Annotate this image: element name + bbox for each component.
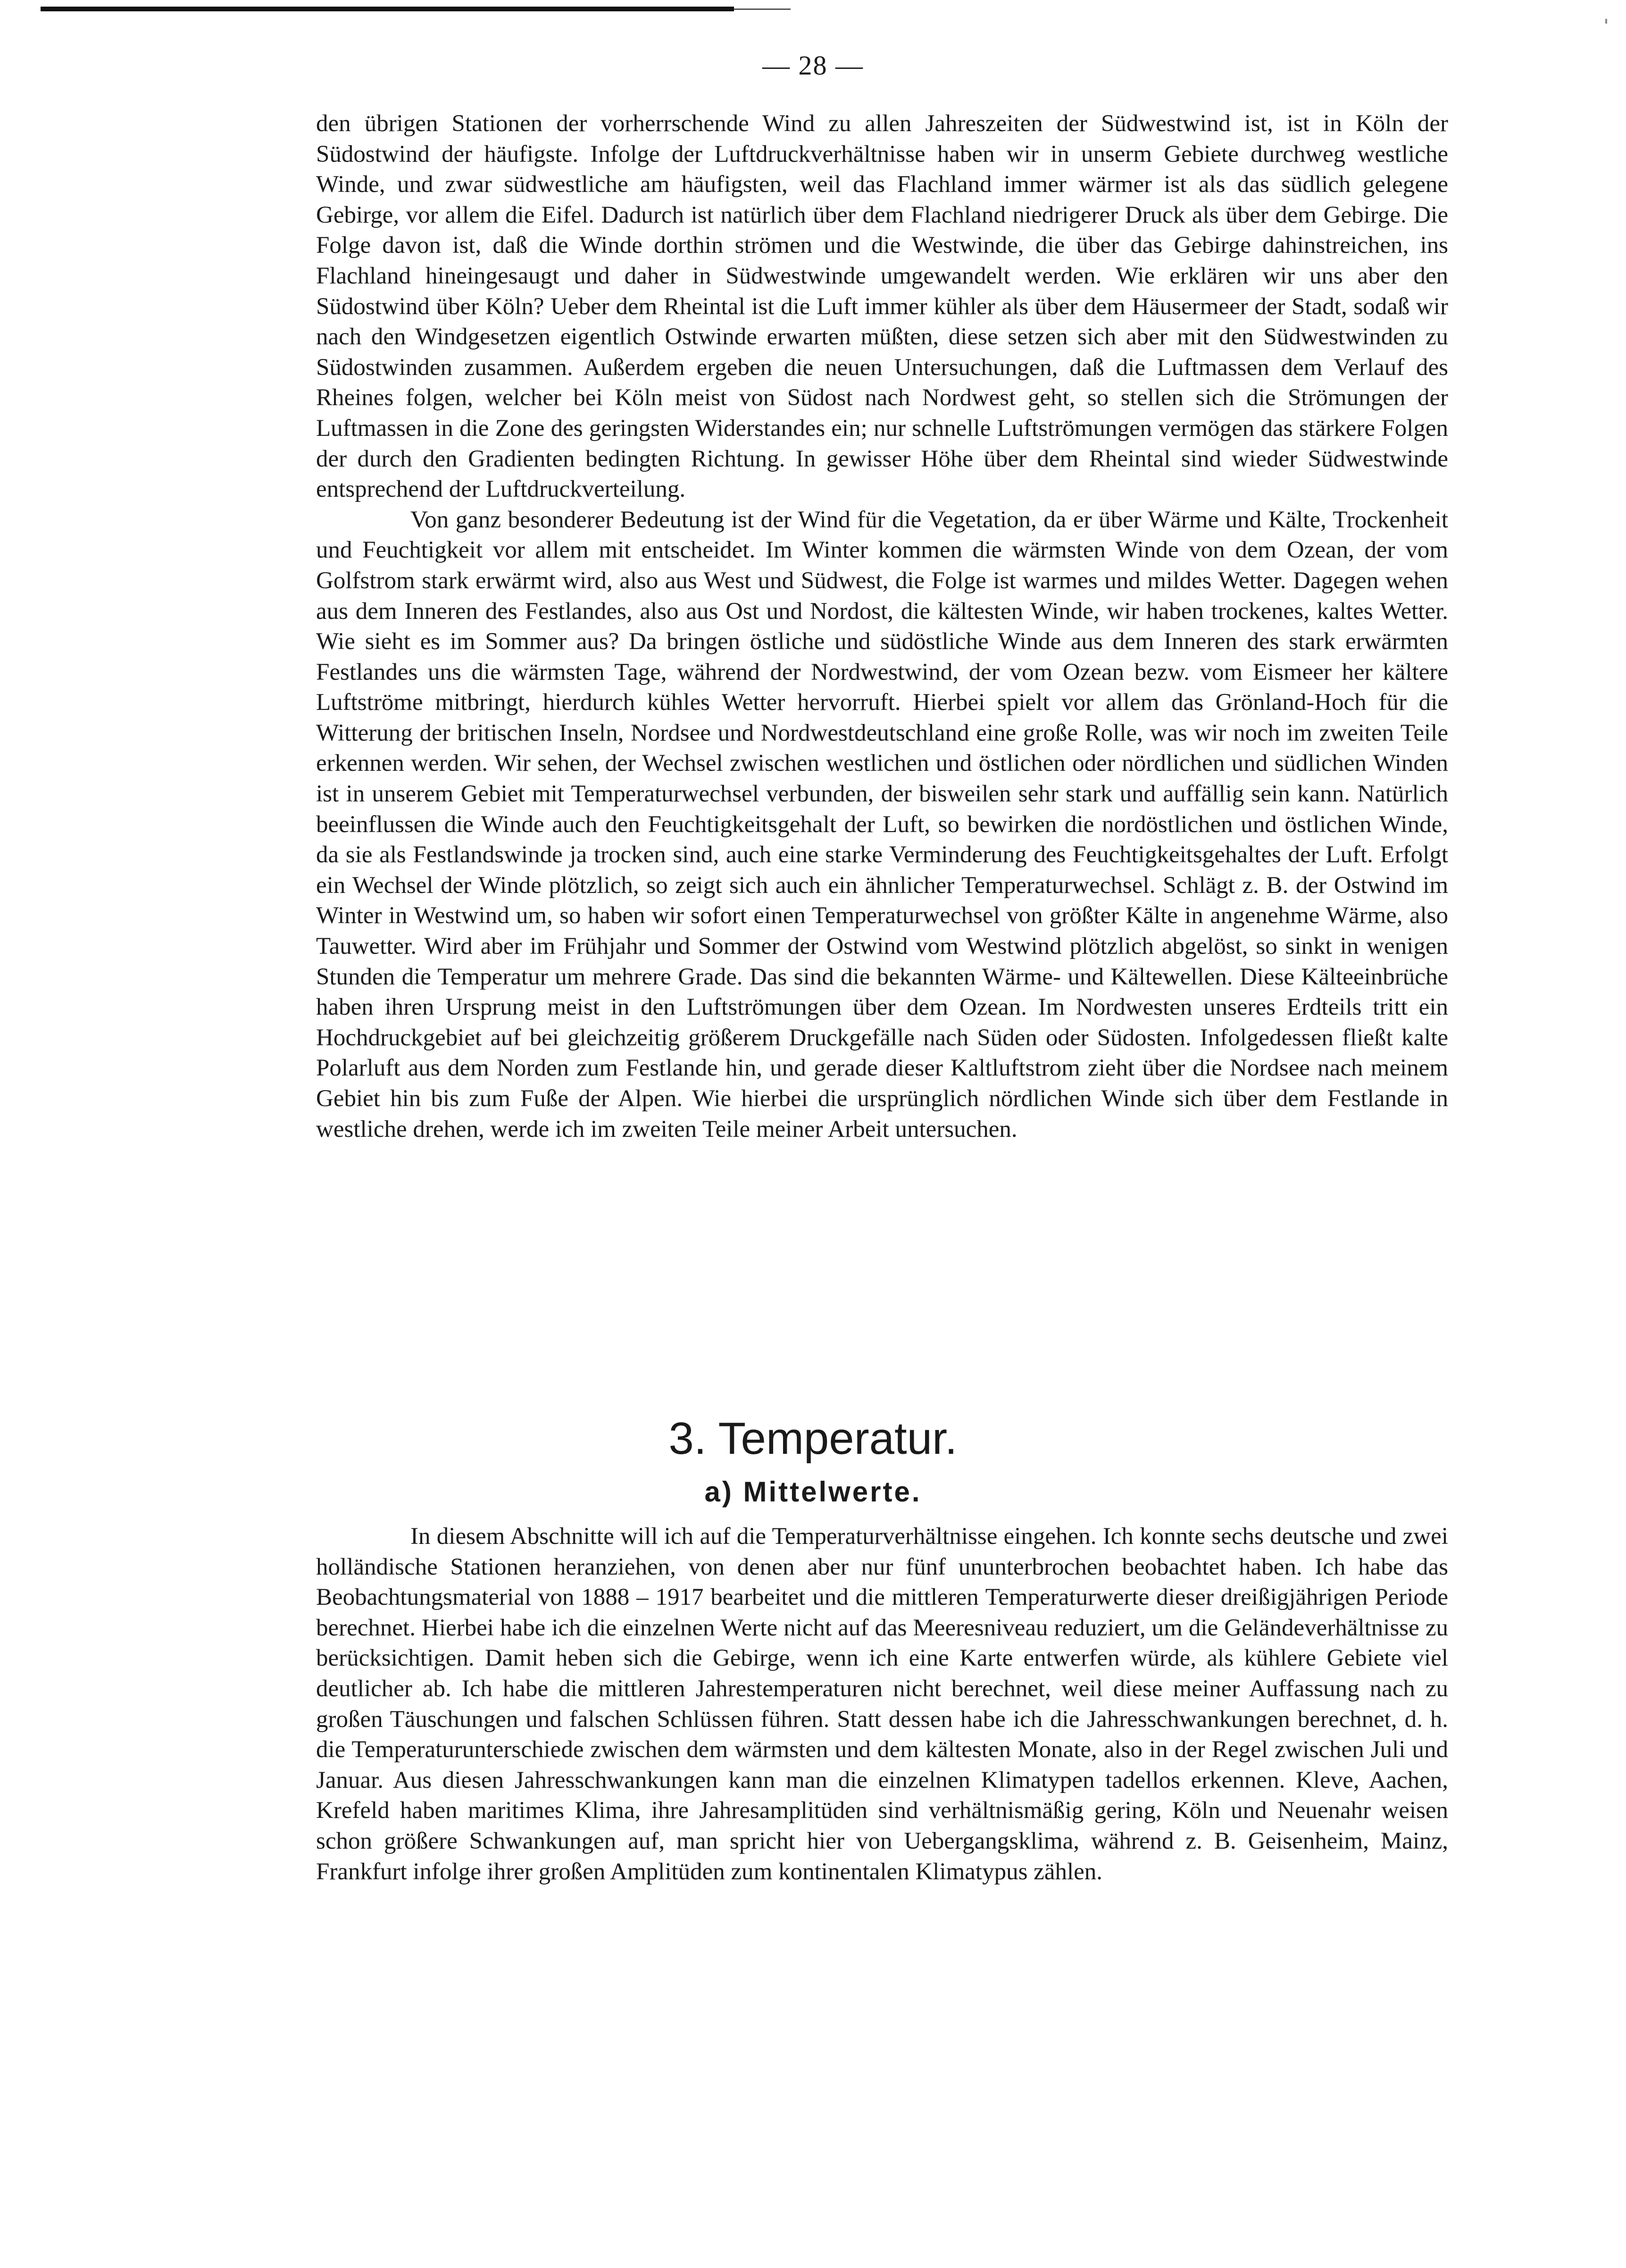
section-subtitle: a) Mittelwerte. [704,1476,922,1508]
paragraph-wind-continued: den übrigen Stationen der vorherrschende Wind zu allen Jahreszeiten der Südwestwind ist, ist in Köln der Südostwind der häufigste. Infolge der Luftdruckverhältnisse haben wir in unserm Gebiete durchweg westliche Winde, und zwar südwestliche am häufigsten, weil das Flachland immer wärmer ist als das südlich gelegene Gebirge, vor allem die Eifel. Dadurch ist natürlich über dem Flachland niedrigerer Druck als über dem Gebirge. Die Folge davon ist, daß die Winde dorthin strömen und die Westwinde, die über das Gebirge dahinstreichen, ins Flachland hineingesaugt und daher in Südwestwinde umgewandelt werden. Wie erklären wir uns aber den Südostwind über Köln? Ueber dem Rheintal ist die Luft immer kühler als über dem Häusermeer der Stadt, sodaß wir nach den Windgesetzen eigentlich Ostwinde erwarten müßten, diese setzen sich aber mit den Südwestwinden zu Südostwinden zusammen. Außerdem ergeben die neuen Untersuchungen, daß die Luftmassen dem Verlauf des Rheines folgen, welcher bei Köln meist von Südost nach Nordwest geht, so stellen sich die Strömungen der Luftmassen in die Zone des geringsten Widerstandes ein; nur schnelle Luftströmungen vermögen das stärkere Folgen der durch den Gradienten bedingten Richtung. In gewisser Höhe über dem Rheintal sind wieder Südwestwinde entsprechend der Luftdruckverteilung. [316,110,1448,503]
scan-edge-bar [41,7,734,11]
scan-speck [1605,19,1607,24]
paragraph-temperature-means: In diesem Abschnitte will ich auf die Temperaturverhältnisse eingehen. Ich konnte sechs deutsche und zwei holländische Stationen heranziehen, von denen aber nur fünf ununterbrochen beobachtet haben. Ich habe das Beobachtungsmaterial von 1888 – 1917 bearbeitet und die mittleren Temperaturwerte dieser dreißigjährigen Periode berechnet. Hierbei habe ich die einzelnen Werte nicht auf das Meeresniveau reduziert, um die Geländeverhältnisse zu berücksichtigen. Damit heben sich die Gebirge, wenn ich eine Karte entwerfen würde, als kühlere Gebiete viel deutlicher ab. Ich habe die mittleren Jahrestemperaturen nicht berechnet, weil diese meiner Auffassung nach zu großen Täuschungen und falschen Schlüssen führen. Statt dessen habe ich die Jahresschwankungen berechnet, d. h. die Temperaturunterschiede zwischen dem wärmsten und dem kältesten Monate, also in der Regel zwischen Juli und Januar. Aus diesen Jahresschwankungen kann man die einzelnen Klimatypen tadellos erkennen. Kleve, Aachen, Krefeld haben maritimes Klima, ihre Jahresamplitüden sind verhältnismäßig gering, Köln und Neuenahr weisen schon größere Schwankungen auf, man spricht hier von Uebergangsklima, während z. B. Geisenheim, Mainz, Frankfurt infolge ihrer großen Amplitüden zum kontinentalen Klimatypus zählen. [316,1523,1448,1885]
page-number: — 28 — [762,50,864,81]
scan-edge-bar-thin [734,8,791,10]
section-title: 3. Temperatur. [668,1413,958,1464]
body-text-wind [316,108,1448,1144]
paragraph-wind-vegetation: Von ganz besonderer Bedeutung ist der Wind für die Vegetation, da er über Wärme und Kälte, Trockenheit und Feuchtigkeit vor allem mit entscheidet. Im Winter kommen die wärmsten Winde von dem Ozean, der vom Golfstrom stark erwärmt wird, also aus West und Südwest, die Folge ist warmes und mildes Wetter. Dagegen wehen aus dem Inneren des Festlandes, also aus Ost und Nordost, die kältesten Winde, wir haben trockenes, kaltes Wetter. Wie sieht es im Sommer aus? Da bringen östliche und südöstliche Winde aus dem Inneren des stark erwärmten Festlandes uns die wärmsten Tage, während der Nordwestwind, der vom Ozean bezw. vom Eismeer her kältere Luftströme mitbringt, hierdurch kühles Wetter hervorruft. Hierbei spielt vor allem das Grönland-Hoch für die Witterung der britischen Inseln, Nordsee und Nordwestdeutschland eine große Rolle, was wir noch im zweiten Teile erkennen werden. Wir sehen, der Wechsel zwischen westlichen und östlichen oder nördlichen und südlichen Winden ist in unserem Gebiet mit Temperaturwechsel verbunden, der bisweilen sehr stark und auffällig sein kann. Natürlich beeinflussen die Winde auch den Feuchtigkeitsgehalt der Luft, so bewirken die nordöstlichen und östlichen Winde, da sie als Festlandswinde ja trocken sind, auch eine starke Verminderung des Feuchtigkeitsgehaltes der Luft. Erfolgt ein Wechsel der Winde plötzlich, so zeigt sich auch ein ähnlicher Temperaturwechsel. Schlägt z. B. der Ostwind im Winter in Westwind um, so haben wir sofort einen Temperaturwechsel von größter Kälte in angenehme Wärme, also Tauwetter. Wird aber im Frühjahr und Sommer der Ostwind vom Westwind plötzlich abgelöst, so sinkt in wenigen Stunden die Temperatur um mehrere Grade. Das sind die bekannten Wärme- und Kältewellen. Diese Kälteeinbrüche haben ihren Ursprung meist in den Luftströmungen über dem Ozean. Im Nordwesten unseres Erdteils tritt ein Hochdruckgebiet auf bei gleichzeitig größerem Druckgefälle nach Süden oder Südosten. Infolgedessen fließt kalte Polarluft aus dem Norden zum Festlande hin, und gerade dieser Kaltluftstrom zieht über die Nordsee nach meinem Gebiet hin bis zum Fuße der Alpen. Wie hierbei die ursprünglich nördlichen Winde sich über dem Festlande in westliche drehen, werde ich im zweiten Teile meiner Arbeit untersuchen. [316,506,1448,1142]
body-text-temperature [316,1521,1448,1887]
